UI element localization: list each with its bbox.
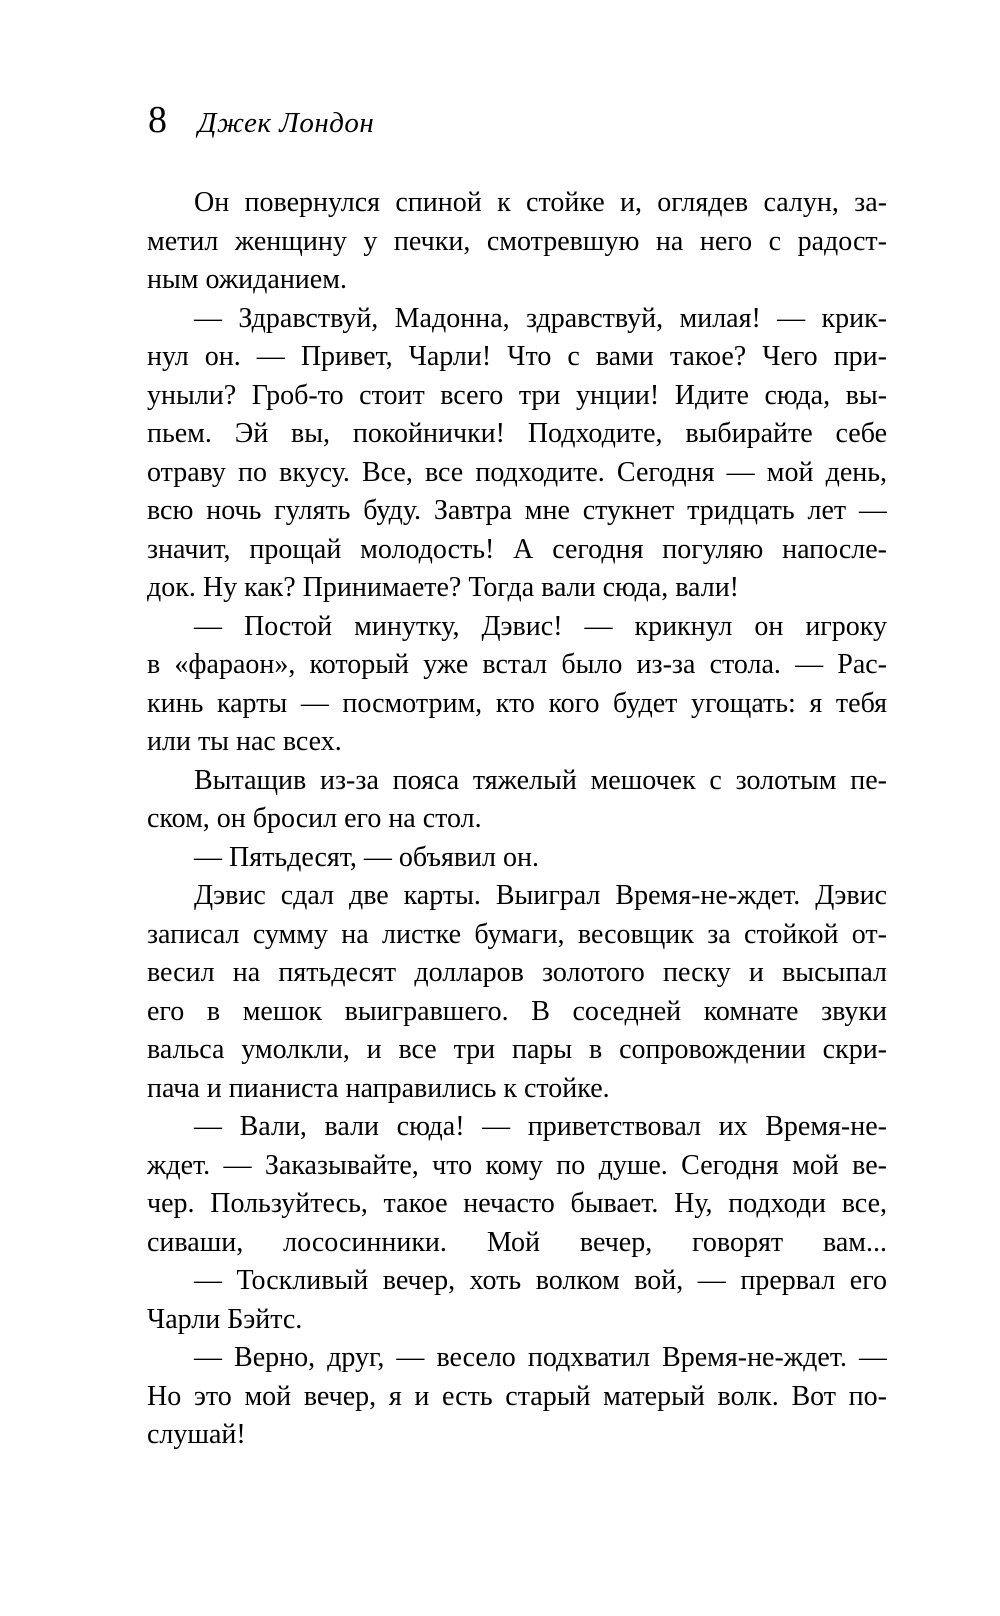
text-line: вальса умолкли, и все три пары в сопровождении скри- [147, 1034, 887, 1065]
text-line: сиваши, лососинники. Мой вечер, говорят вам... [147, 1226, 887, 1258]
paragraph [147, 608, 887, 762]
paragraph [147, 877, 887, 1108]
text-line: ным ожиданием. [147, 264, 347, 295]
text-line: — Пятьдесят, — объявил он. [194, 841, 539, 873]
text-line: док. Ну как? Принимаете? Тогда вали сюда, вали! [147, 572, 740, 603]
text-line: — Вали, вали сюда! — приветствовал их Время-не- [194, 1111, 887, 1142]
paragraph [147, 1108, 887, 1339]
running-head: Джек Лондон [198, 107, 375, 139]
text-line: метил женщину у печки, смотревшую на него с радост- [147, 225, 887, 257]
paragraph [147, 184, 887, 300]
text-line: Дэвис сдал две карты. Выиграл Время-не-ждет. Дэвис [194, 880, 887, 911]
text-line: — Тоскливый вечер, хоть волком вой, — прервал его [194, 1265, 887, 1296]
text-line: — Верно, друг, — весело подхватил Время-не-ждет. — [194, 1342, 887, 1373]
text-line: записал сумму на листке бумаги, весовщик за стойкой от- [147, 918, 887, 950]
text-line: нул он. — Привет, Чарли! Что с вами такое? Чего при- [147, 341, 887, 372]
paragraph [147, 300, 887, 608]
text-line: — Здравствуй, Мадонна, здравствуй, милая! — крик- [194, 302, 887, 334]
page-header [148, 98, 888, 142]
text-line: — Постой минутку, Дэвис! — крикнул он игроку [194, 610, 887, 642]
text-block [147, 184, 887, 1455]
text-line: Но это мой вечер, я и есть старый матерый волк. Вот по- [147, 1380, 887, 1412]
text-line: чер. Пользуйтесь, такое нечасто бывает. Ну, подходи все, [147, 1188, 887, 1219]
text-line: всю ночь гулять буду. Завтра мне стукнет тридцать лет — [147, 495, 887, 526]
text-line: пьем. Эй вы, покойнички! Подходите, выбирайте себе [147, 418, 887, 449]
text-line: отраву по вкусу. Все, все подходите. Сегодня — мой день, [147, 456, 887, 488]
text-line: ском, он бросил его на стол. [147, 803, 482, 834]
text-line: слушай! [147, 1419, 246, 1450]
text-line: или ты нас всех. [147, 726, 342, 757]
text-line: Чарли Бэйтс. [147, 1303, 303, 1335]
page-number: 8 [148, 99, 167, 141]
text-line: ждет. — Заказывайте, что кому по душе. Сегодня мой ве- [147, 1149, 887, 1181]
text-line: уныли? Гроб-то стоит всего три унции! Идите сюда, вы- [147, 379, 887, 411]
text-line: пача и пианиста направились к стойке. [147, 1072, 610, 1104]
paragraph [147, 839, 887, 878]
text-line: кинь карты — посмотрим, кто кого будет угощать: я тебя [147, 687, 887, 719]
text-line: значит, прощай молодость! А сегодня погуляю напосле- [147, 533, 887, 565]
paragraph [147, 1339, 887, 1455]
text-line: в «фараон», который уже встал было из-за стола. — Рас- [147, 649, 887, 680]
text-line: Вытащив из-за пояса тяжелый мешочек с золотым пе- [194, 764, 887, 796]
text-line: Он повернулся спиной к стойке и, оглядев салун, за- [194, 187, 887, 218]
text-line: его в мешок выигравшего. В соседней комнате звуки [147, 995, 887, 1027]
text-line: весил на пятьдесят долларов золотого песку и высыпал [147, 957, 887, 988]
paragraph [147, 762, 887, 839]
